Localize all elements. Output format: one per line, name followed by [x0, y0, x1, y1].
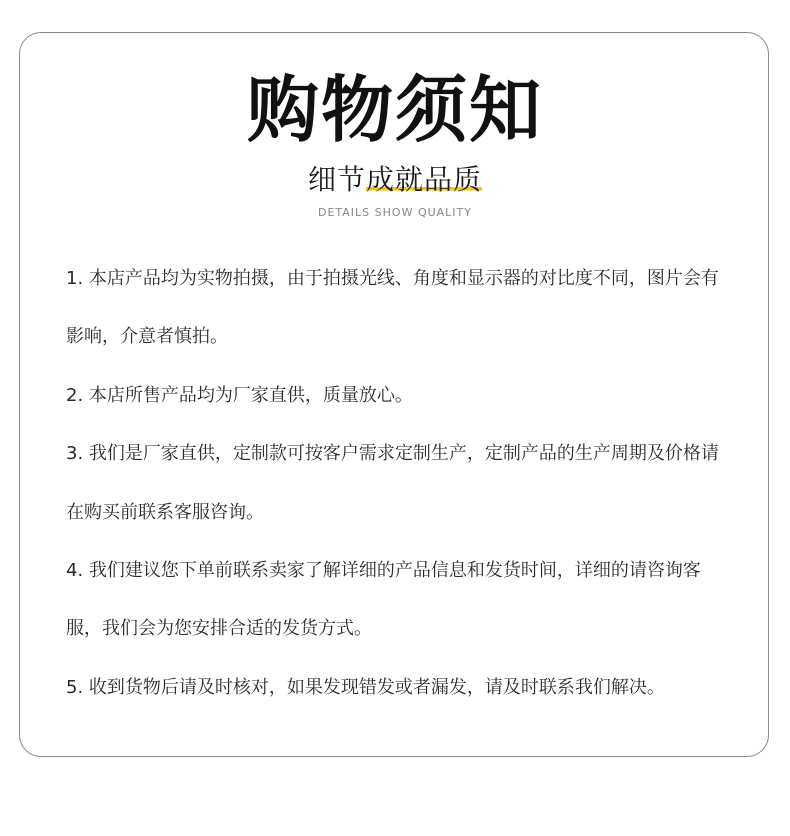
notice-item-1: 1. 本店产品均为实物拍摄，由于拍摄光线、角度和显示器的对比度不同，图片会有影响，介意者慎拍。 [66, 268, 719, 348]
subtitle-caption: DETAILS SHOW QUALITY [318, 206, 472, 219]
notice-item-4: 4. 我们建议您下单前联系卖家了解详细的产品信息和发货时间，详细的请咨询客服，我们会为您安排合适的发货方式。 [66, 560, 701, 640]
page-title: 购物须知 [246, 68, 543, 152]
subtitle-plain: 细节 [307, 163, 366, 196]
notice-item-5: 5. 收到货物后请及时核对，如果发现错发或者漏发，请及时联系我们解决。 [66, 676, 665, 698]
notice-item-2: 2. 本店所售产品均为厂家直供，质量放心。 [66, 384, 413, 406]
notice-list [66, 250, 730, 717]
subtitle-highlight: 成就品质 [366, 163, 483, 196]
subtitle [0, 160, 790, 200]
subtitle-text [308, 160, 482, 200]
notice-item-3: 3. 我们是厂家直供，定制款可按客户需求定制生产，定制产品的生产周期及价格请在购买前联系客服咨询。 [66, 443, 719, 523]
